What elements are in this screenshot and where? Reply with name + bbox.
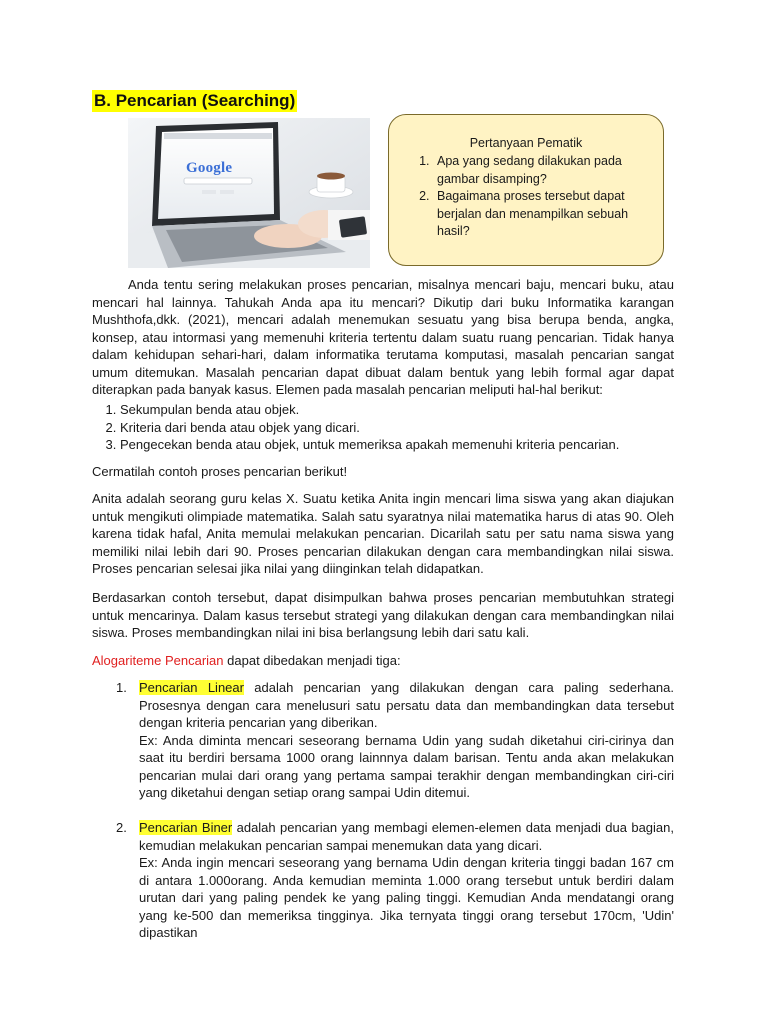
search-elements-list [92, 401, 702, 454]
algorithm-description: adalah pencarian yang membagi elemen-elemen data menjadi dua bagian, kemudian melakukan pencarian sampai menemukan data yang dicari. [139, 820, 674, 853]
intro-paragraph-text: Anda tentu sering melakukan proses pencarian, misalnya mencari baju, mencari buku, atau mencari hal lainnya. Tahukah Anda apa itu mencari? Dikutip dari buku Informatika karangan Mushthofa,dkk. (2021), mencari adalah menemukan sesuatu yang bisa berupa benda, angka, konsep, atau intormasi yang memenuhi kriteria tertentu dalam suatu ruang pencarian. Tidak hanya dalam kehidupan sehari-hari, dalam informatika terutama komputasi, masalah pencarian sangat umum ditemukan. Masalah pencarian dapat dibuat dalam bentuk yang lebih formal agar dapat diterapkan pada banyak kasus. Elemen pada masalah pencarian meliputi hal-hal berikut: [92, 277, 674, 397]
algorithms-intro-text: dapat dibedakan menjadi tiga: [223, 653, 401, 668]
callout-question: 1. Apa yang sedang dilakukan pada gambar disamping? [433, 153, 643, 188]
algorithms-intro [92, 652, 674, 670]
algorithm-body [139, 679, 674, 802]
laptop-illustration [128, 118, 370, 268]
intro-paragraph [92, 276, 674, 399]
algorithm-example: Ex: Anda ingin mencari seseorang yang bernama Udin dengan kriteria tinggi badan 167 cm di antara 1.000orang. Anda kemudian meminta 1.000 orang tersebut untuk berdiri dalam urutan dari yang paling pendek ke yang paling tinggi. Kemudian Anda mendatangi orang yang ke-500 dan memeriksa tingginya. Jika ternyata tinggi orang tersebut 170cm, 'Udin' dipastikan [139, 855, 674, 940]
laptop-photo [128, 118, 370, 268]
example-paragraph: Anita adalah seorang guru kelas X. Suatu ketika Anita ingin mencari lima siswa yang akan diajukan untuk mengikuti olimpiade matematika. Salah satu syaratnya nilai matematika harus di atas 90. Oleh karena tidak hafal, Anita memulai melakukan pencarian. Dicarilah satu per satu nama siswa yang memiliki nilai lebih dari 90. Proses pencarian dilakukan dengan cara membandingkan nilai siswa. Proses pencarian selesai jika nilai yang diinginkan telah didapatkan. [92, 491, 674, 576]
callout-question: 2. Bagaimana proses tersebut dapat berjalan dan menampilkan sebuah hasil? [433, 188, 643, 241]
callout-title: Pertanyaan Pematik [469, 136, 583, 150]
conclusion-paragraph: Berdasarkan contoh tersebut, dapat disimpulkan bahwa proses pencarian membutuhkan strategi untuk mencarinya. Dalam kasus tersebut strategi yang dilakukan dengan cara membandingkan nilai siswa. Proses membandingkan nilai ini bisa berlangsung lebih dari satu kali. [92, 590, 674, 640]
algorithm-name: Pencarian Biner [139, 820, 233, 835]
list-item: 2. Kriteria dari benda atau objek yang dicari. [120, 419, 702, 437]
example-intro: Cermatilah contoh proses pencarian berikut! [92, 464, 348, 479]
algorithm-name: Pencarian Linear [139, 680, 244, 695]
list-item: 3. Pengecekan benda atau objek, untuk memeriksa apakah memenuhi kriteria pencarian. [120, 436, 702, 454]
list-item: 1. Sekumpulan benda atau objek. [120, 401, 702, 419]
algorithm-number: 2. [116, 820, 127, 835]
section-heading: B. Pencarian (Searching) [94, 91, 296, 110]
callout-question-list [401, 153, 643, 241]
algorithm-body [139, 819, 674, 942]
algorithm-description: adalah pencarian yang dilakukan dengan cara paling sederhana. Prosesnya dengan cara menelusuri satu persatu data dan membandingkan data tersebut dengan kriteria pencarian yang diberikan. [139, 680, 675, 730]
algorithm-example: Ex: Anda diminta mencari seseorang bernama Udin yang sudah diketahui ciri-cirinya dan saat itu berdiri bersama 1000 orang lainnnya dalam barisan. Tentu anda akan melakukan pencarian mulai dari orang yang pertama sampai terakhir dengan membandingkan ciri-ciri yang diketahui dengan setiap orang sampai Udin ditemui. [139, 732, 674, 800]
google-logo-text: Google [186, 160, 233, 176]
algorithm-number: 1. [116, 680, 127, 695]
algorithms-term: Alogariteme Pencarian [92, 653, 224, 668]
google-logo [186, 160, 232, 178]
prompting-questions-box [388, 114, 664, 266]
